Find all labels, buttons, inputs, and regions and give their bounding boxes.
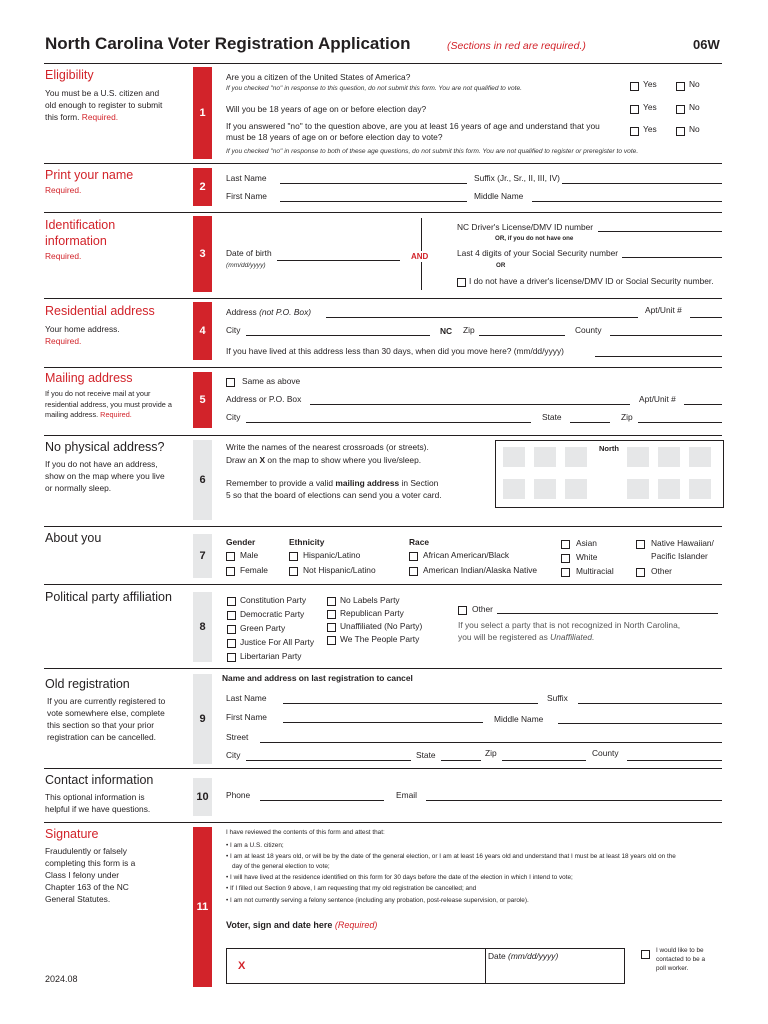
ssn-label: Last 4 digits of your Social Security number bbox=[457, 248, 619, 258]
citizen-yes-label: Yes bbox=[643, 79, 657, 89]
section-number-8: 8 bbox=[193, 592, 212, 662]
section-title-signature: Signature bbox=[45, 827, 99, 841]
old-city-label: City bbox=[226, 750, 241, 760]
female-checkbox[interactable] bbox=[226, 567, 235, 576]
crossroads-instruction: Write the names of the nearest crossroads (or streets). bbox=[226, 442, 429, 452]
old-suffix-input[interactable] bbox=[578, 703, 722, 704]
old-suffix-label: Suffix bbox=[547, 693, 568, 703]
divider-11 bbox=[44, 822, 722, 823]
libertarian-party-checkbox[interactable] bbox=[227, 653, 236, 662]
same-as-above-checkbox[interactable] bbox=[226, 378, 235, 387]
asian-label: Asian bbox=[576, 538, 597, 548]
date-text: Date bbox=[488, 951, 506, 961]
no-labels-party-checkbox[interactable] bbox=[327, 597, 336, 606]
res-address-input[interactable] bbox=[326, 317, 638, 318]
age-question: Will you be 18 years of age on or before election day? bbox=[226, 104, 427, 114]
multiracial-label: Multiracial bbox=[576, 566, 614, 576]
section-title-residential: Residential address bbox=[45, 304, 155, 318]
north-label: North bbox=[599, 444, 619, 453]
divider-1 bbox=[44, 63, 722, 64]
reminder-c: in Section bbox=[399, 478, 439, 488]
res-state-value: NC bbox=[440, 326, 453, 336]
hispanic-checkbox[interactable] bbox=[289, 552, 298, 561]
age16-no-checkbox[interactable] bbox=[676, 127, 685, 136]
residential-required: Required. bbox=[45, 336, 82, 346]
mail-zip-label: Zip bbox=[621, 412, 633, 422]
age18-no-checkbox[interactable] bbox=[676, 105, 685, 114]
unaffiliated-label: Unaffiliated (No Party) bbox=[340, 621, 423, 631]
white-label: White bbox=[576, 552, 598, 562]
date-format: (mm/dd/yyyy) bbox=[508, 951, 559, 961]
american-indian-label: American Indian/Alaska Native bbox=[423, 565, 538, 575]
male-label: Male bbox=[240, 550, 259, 560]
mail-apt-label: Apt/Unit # bbox=[639, 394, 676, 404]
section-title-no-address: No physical address? bbox=[45, 440, 165, 454]
attest-age-2: day of the general election to vote; bbox=[232, 863, 330, 870]
poll-worker-checkbox[interactable] bbox=[641, 950, 650, 959]
preregister-question-1: If you answered "no" to the question above, are you at least 16 years of age and understand that you bbox=[226, 121, 600, 131]
eligibility-desc-text: You must be a U.S. citizen and old enough to register to submit this form. bbox=[45, 88, 163, 122]
old-state-input[interactable] bbox=[441, 760, 481, 761]
email-label: Email bbox=[396, 790, 417, 800]
res-county-label: County bbox=[575, 325, 602, 335]
draw-x-instruction bbox=[226, 455, 421, 465]
attest-citizen: • I am a U.S. citizen; bbox=[226, 842, 284, 849]
map-block bbox=[658, 479, 680, 499]
section-number-5: 5 bbox=[193, 372, 212, 428]
phone-label: Phone bbox=[226, 790, 251, 800]
or-if-none: OR, if you do not have one bbox=[495, 235, 574, 242]
green-party-label: Green Party bbox=[240, 623, 286, 633]
section-title-mailing: Mailing address bbox=[45, 371, 133, 385]
democratic-party-checkbox[interactable] bbox=[227, 611, 236, 620]
old-zip-label: Zip bbox=[485, 748, 497, 758]
draw-x-c: on the map to show where you live/sleep. bbox=[265, 455, 422, 465]
divider-10 bbox=[44, 768, 722, 769]
green-party-checkbox[interactable] bbox=[227, 625, 236, 634]
white-checkbox[interactable] bbox=[561, 554, 570, 563]
old-middle-name-input[interactable] bbox=[558, 723, 722, 724]
map-block bbox=[658, 447, 680, 467]
map-block bbox=[565, 447, 587, 467]
old-first-name-label: First Name bbox=[226, 712, 267, 722]
unaffiliated-checkbox[interactable] bbox=[327, 623, 336, 632]
republican-party-checkbox[interactable] bbox=[327, 610, 336, 619]
dob-label: Date of birth bbox=[226, 248, 272, 258]
eligibility-required: Required. bbox=[81, 112, 119, 122]
map-block bbox=[534, 479, 556, 499]
mail-city-input[interactable] bbox=[246, 422, 531, 423]
map-block bbox=[627, 479, 649, 499]
ssn-input[interactable] bbox=[622, 257, 722, 258]
mail-state-label: State bbox=[542, 412, 562, 422]
reminder-a: Remember to provide a valid bbox=[226, 478, 336, 488]
section-number-7: 7 bbox=[193, 534, 212, 578]
age18-yes-label: Yes bbox=[643, 102, 657, 112]
reminder-b: mailing address bbox=[335, 478, 400, 488]
res-zip-input[interactable] bbox=[479, 335, 565, 336]
party-note-2a: you will be registered as bbox=[458, 632, 551, 642]
res-apt-input[interactable] bbox=[690, 317, 722, 318]
sign-required: (Required) bbox=[334, 920, 378, 930]
form-title: North Carolina Voter Registration Application bbox=[45, 34, 411, 53]
signature-desc: Fraudulently or falsely completing this form is a Class I felony under Chapter 163 of the NC General Statutes. bbox=[45, 846, 136, 904]
dl-label: NC Driver's License/DMV ID number bbox=[457, 222, 594, 232]
form-subtitle: (Sections in red are required.) bbox=[447, 40, 586, 52]
moved-date-input[interactable] bbox=[595, 356, 722, 357]
section-number-3: 3 bbox=[193, 216, 212, 292]
female-label: Female bbox=[240, 565, 268, 575]
last-name-input[interactable] bbox=[280, 183, 467, 184]
phone-input[interactable] bbox=[260, 800, 384, 801]
age18-no-label: No bbox=[689, 102, 700, 112]
american-indian-checkbox[interactable] bbox=[409, 567, 418, 576]
section-title-contact: Contact information bbox=[45, 773, 154, 787]
race-heading: Race bbox=[409, 537, 430, 547]
we-the-people-label: We The People Party bbox=[340, 634, 420, 644]
native-hawaiian-label-1: Native Hawaiian/ bbox=[651, 538, 714, 548]
divider-3 bbox=[44, 212, 722, 213]
section-number-6: 6 bbox=[193, 440, 212, 520]
attest-age-1: • I am at least 18 years old, or will be by the date of the general election, or I am at least 16 years old and understand that I must be at least 18 years old on the bbox=[226, 853, 676, 860]
map-block bbox=[534, 447, 556, 467]
map-block bbox=[627, 447, 649, 467]
citizen-no-label: No bbox=[689, 79, 700, 89]
res-address-text: Address bbox=[226, 307, 257, 317]
justice-for-all-checkbox[interactable] bbox=[227, 639, 236, 648]
attest-felony-text: I am not currently serving a felony sentence (including any probation, post-release supervision, or parole). bbox=[230, 897, 529, 904]
section-title-old-registration: Old registration bbox=[45, 677, 130, 691]
party-note-1: If you select a party that is not recognized in North Carolina, bbox=[458, 620, 681, 630]
age16-no-label: No bbox=[689, 124, 700, 134]
age16-yes-label: Yes bbox=[643, 124, 657, 134]
other-party-input[interactable] bbox=[497, 613, 718, 614]
no-labels-party-label: No Labels Party bbox=[340, 595, 400, 605]
attest-residence: • I will have lived at the residence identified on this form for 30 days before the date of the election in which I intend to vote; bbox=[226, 874, 573, 881]
no-address-desc: If you do not have an address, show on the map where you live or normally sleep. bbox=[45, 459, 165, 493]
old-zip-input[interactable] bbox=[502, 760, 586, 761]
poll-worker-label-1: I would like to be bbox=[656, 947, 704, 954]
male-checkbox[interactable] bbox=[226, 552, 235, 561]
mail-address-input[interactable] bbox=[310, 404, 630, 405]
signature-x-mark: X bbox=[238, 960, 246, 972]
section-number-9: 9 bbox=[193, 674, 212, 764]
constitution-party-checkbox[interactable] bbox=[227, 597, 236, 606]
identification-required: Required. bbox=[45, 251, 82, 261]
divider-2 bbox=[44, 163, 722, 164]
asian-checkbox[interactable] bbox=[561, 540, 570, 549]
section-number-4: 4 bbox=[193, 302, 212, 360]
no-id-checkbox[interactable] bbox=[457, 278, 466, 287]
map-block bbox=[503, 479, 525, 499]
libertarian-party-label: Libertarian Party bbox=[240, 651, 302, 661]
mail-city-label: City bbox=[226, 412, 241, 422]
and-label: AND bbox=[411, 252, 429, 261]
residential-desc: Your home address. bbox=[45, 324, 120, 334]
section-number-11: 11 bbox=[193, 827, 212, 987]
res-city-input[interactable] bbox=[246, 335, 430, 336]
section-number-2: 2 bbox=[193, 168, 212, 206]
not-hispanic-checkbox[interactable] bbox=[289, 567, 298, 576]
native-hawaiian-label-2: Pacific Islander bbox=[651, 551, 708, 561]
res-county-input[interactable] bbox=[610, 335, 722, 336]
attest-intro: I have reviewed the contents of this form and attest that: bbox=[226, 829, 385, 836]
attest-felony: • I am not currently serving a felony sentence (including any probation, post-release supervision, or parole). bbox=[226, 897, 529, 904]
republican-party-label: Republican Party bbox=[340, 608, 404, 618]
mailing-reminder-2: 5 so that the board of elections can send you a voter card. bbox=[226, 490, 442, 500]
section-number-10: 10 bbox=[193, 778, 212, 816]
citizen-question: Are you a citizen of the United States of America? bbox=[226, 72, 411, 82]
map-block bbox=[565, 479, 587, 499]
suffix-label: Suffix (Jr., Sr., II, III, IV) bbox=[474, 173, 560, 183]
mail-address-label: Address or P.O. Box bbox=[226, 394, 302, 404]
party-note-2b: Unaffiliated. bbox=[550, 632, 595, 642]
old-reg-heading: Name and address on last registration to cancel bbox=[222, 673, 413, 683]
citizen-yes-checkbox[interactable] bbox=[630, 82, 639, 91]
section-title-name: Print your name bbox=[45, 168, 134, 182]
old-last-name-label: Last Name bbox=[226, 693, 267, 703]
res-address-label bbox=[226, 307, 311, 317]
old-county-input[interactable] bbox=[627, 760, 722, 761]
last-name-label: Last Name bbox=[226, 173, 267, 183]
or-label: OR bbox=[496, 262, 506, 269]
hispanic-label: Hispanic/Latino bbox=[303, 550, 361, 560]
res-address-note: (not P.O. Box) bbox=[259, 307, 312, 317]
dob-input[interactable] bbox=[277, 260, 400, 261]
old-state-label: State bbox=[416, 750, 436, 760]
divider-5 bbox=[44, 367, 722, 368]
suffix-input[interactable] bbox=[562, 183, 722, 184]
res-apt-label: Apt/Unit # bbox=[645, 305, 682, 315]
date-label bbox=[488, 951, 558, 961]
gender-heading: Gender bbox=[226, 537, 256, 547]
attest-age-text: I am at least 18 years old, or will be by the date of the general election, or I am at least 16 years old and understand that I must be at least 18 years old on the bbox=[230, 853, 676, 860]
mail-apt-input[interactable] bbox=[684, 404, 722, 405]
divider-6 bbox=[44, 435, 722, 436]
section-number-1: 1 bbox=[193, 67, 212, 159]
attest-citizen-text: I am a U.S. citizen; bbox=[230, 842, 284, 849]
democratic-party-label: Democratic Party bbox=[240, 609, 305, 619]
old-last-name-input[interactable] bbox=[283, 703, 538, 704]
other-party-checkbox[interactable] bbox=[458, 606, 467, 615]
attest-cancel-text: If I filled out Section 9 above, I am requesting that my old registration be cancelled; and bbox=[230, 885, 477, 892]
section-title-identification-1: Identification bbox=[45, 218, 116, 232]
justice-for-all-label: Justice For All Party bbox=[240, 637, 315, 647]
section-title-about-you: About you bbox=[45, 531, 102, 545]
divider-4 bbox=[44, 298, 722, 299]
section-title-identification-2: information bbox=[45, 234, 107, 248]
form-code: 06W bbox=[693, 37, 720, 52]
signature-box[interactable] bbox=[226, 948, 486, 984]
dob-format: (mm/dd/yyyy) bbox=[226, 262, 266, 269]
form-version: 2024.08 bbox=[45, 974, 78, 984]
sign-heading-text: Voter, sign and date here bbox=[226, 920, 333, 930]
email-input[interactable] bbox=[426, 800, 722, 801]
old-first-name-input[interactable] bbox=[283, 722, 483, 723]
dl-input[interactable] bbox=[598, 231, 722, 232]
african-american-label: African American/Black bbox=[423, 550, 510, 560]
section-title-eligibility: Eligibility bbox=[45, 68, 94, 82]
mailing-desc bbox=[45, 389, 180, 421]
age18-yes-checkbox[interactable] bbox=[630, 105, 639, 114]
divider-7 bbox=[44, 526, 722, 527]
divider-8 bbox=[44, 584, 722, 585]
sign-heading bbox=[226, 920, 377, 930]
same-as-above-label: Same as above bbox=[242, 376, 301, 386]
map-block bbox=[689, 447, 711, 467]
other-race-label: Other bbox=[651, 566, 672, 576]
not-hispanic-label: Not Hispanic/Latino bbox=[303, 565, 376, 575]
age16-yes-checkbox[interactable] bbox=[630, 127, 639, 136]
multiracial-checkbox[interactable] bbox=[561, 568, 570, 577]
old-middle-name-label: Middle Name bbox=[494, 714, 544, 724]
name-required: Required. bbox=[45, 185, 82, 195]
mail-zip-input[interactable] bbox=[638, 422, 722, 423]
res-city-label: City bbox=[226, 325, 241, 335]
african-american-checkbox[interactable] bbox=[409, 552, 418, 561]
other-race-checkbox[interactable] bbox=[636, 568, 645, 577]
we-the-people-checkbox[interactable] bbox=[327, 636, 336, 645]
preregister-question-2: must be 18 years of age on or before election day to vote? bbox=[226, 132, 443, 142]
citizen-note: If you checked "no" in response to this question, do not submit this form. You are not qualified to vote. bbox=[226, 85, 522, 92]
old-street-label: Street bbox=[226, 732, 249, 742]
contact-desc: This optional information is helpful if we have questions. bbox=[45, 792, 151, 814]
ethnicity-heading: Ethnicity bbox=[289, 537, 325, 547]
citizen-no-checkbox[interactable] bbox=[676, 82, 685, 91]
constitution-party-label: Constitution Party bbox=[240, 595, 307, 605]
map-block bbox=[503, 447, 525, 467]
middle-name-label: Middle Name bbox=[474, 191, 524, 201]
attest-residence-text: I will have lived at the residence identified on this form for 30 days before the date of the election in which I intend to vote; bbox=[230, 874, 573, 881]
mailing-reminder-1 bbox=[226, 478, 438, 488]
first-name-input[interactable] bbox=[280, 201, 467, 202]
mail-state-input[interactable] bbox=[570, 422, 610, 423]
first-name-label: First Name bbox=[226, 191, 267, 201]
old-street-input[interactable] bbox=[260, 742, 722, 743]
section-title-party: Political party affiliation bbox=[45, 590, 172, 604]
no-id-label: I do not have a driver's license/DMV ID or Social Security number. bbox=[469, 276, 714, 286]
draw-x-b: X bbox=[259, 455, 266, 465]
mailing-desc-text: If you do not receive mail at your residential address, you must provide a mailing address. bbox=[45, 389, 172, 419]
attest-cancel: • If I filled out Section 9 above, I am requesting that my old registration be cancelled; and bbox=[226, 885, 477, 892]
res-zip-label: Zip bbox=[463, 325, 475, 335]
middle-name-input[interactable] bbox=[532, 201, 722, 202]
other-party-label: Other bbox=[472, 604, 493, 614]
map-block bbox=[689, 479, 711, 499]
old-city-input[interactable] bbox=[246, 760, 411, 761]
poll-worker-label-3: poll worker. bbox=[656, 965, 689, 972]
section-desc-eligibility bbox=[45, 87, 170, 123]
poll-worker-label-2: contacted to be a bbox=[656, 956, 706, 963]
location-map[interactable] bbox=[495, 440, 724, 508]
moved-date-label: If you have lived at this address less than 30 days, when did you move here? (mm/dd/yyyy) bbox=[226, 346, 564, 356]
old-county-label: County bbox=[592, 748, 619, 758]
draw-x-a: Draw an bbox=[226, 455, 260, 465]
divider-9 bbox=[44, 668, 722, 669]
mailing-required: Required. bbox=[100, 410, 132, 419]
party-note-2 bbox=[458, 632, 594, 642]
age-note: If you checked "no" in response to both of these age questions, do not submit this form. You are not qualified to register or preregister to vote. bbox=[226, 148, 639, 155]
old-registration-desc: If you are currently registered to vote somewhere else, complete this section so that your prior registration can be cancelled. bbox=[47, 696, 166, 742]
native-hawaiian-checkbox[interactable] bbox=[636, 540, 645, 549]
